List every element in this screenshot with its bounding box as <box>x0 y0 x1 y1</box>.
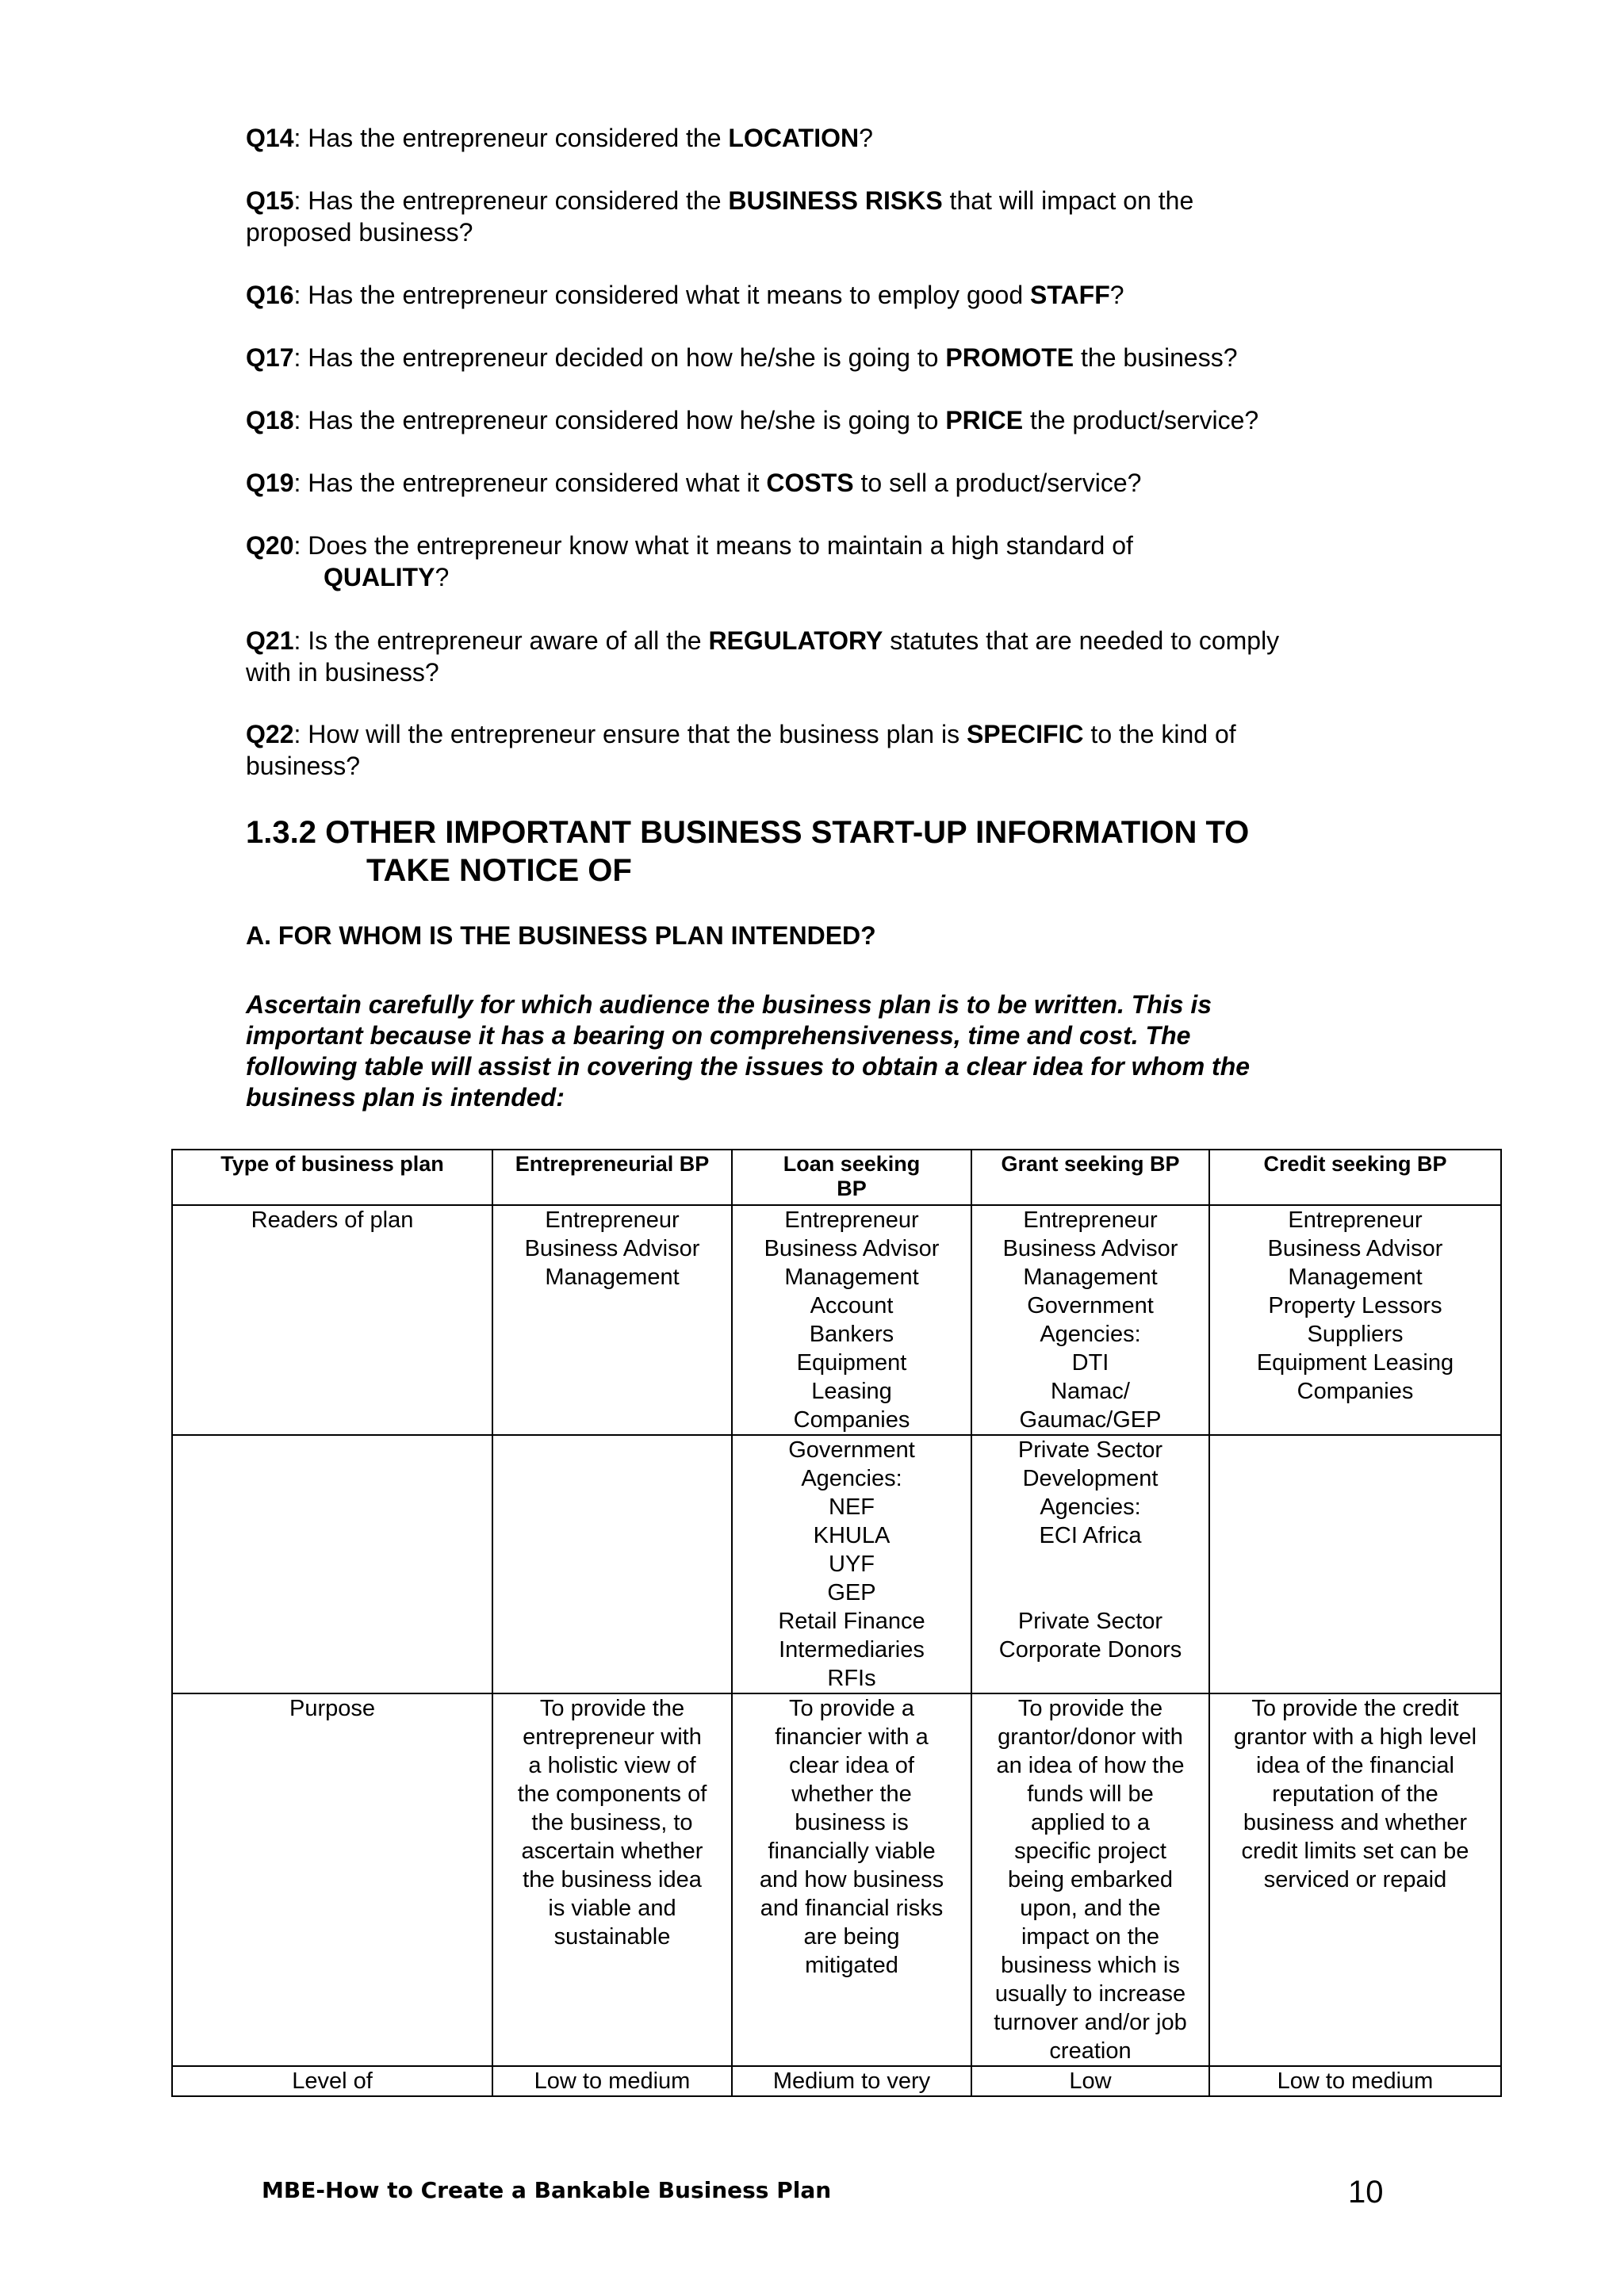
page-number: 10 <box>1348 2175 1384 2210</box>
table-row-readers-continued <box>172 1435 1501 1693</box>
level-grant: Low <box>971 2066 1209 2096</box>
readers2-label <box>172 1435 492 1693</box>
readers-label: Readers of plan <box>172 1205 492 1435</box>
readers-entrepreneurial: Entrepreneur Business Advisor Management <box>492 1205 732 1435</box>
readers2-credit <box>1209 1435 1501 1693</box>
readers2-loan: Government Agencies: NEF KHULA UYF GEP Retail Finance Intermediaries RFIs <box>732 1435 971 1693</box>
table-row-purpose <box>172 1693 1501 2066</box>
question-q21: Q21: Is the entrepreneur aware of all the REGULATORY statutes that are needed to comply with in business? <box>246 626 1280 687</box>
purpose-grant: To provide the grantor/donor with an idea of how the funds will be applied to a specific project being embarked upon, and the impact on the business which is usually to increase turnover and/or job creation <box>971 1693 1209 2066</box>
readers2-entrepreneurial <box>492 1435 732 1693</box>
level-loan: Medium to very <box>732 2066 971 2096</box>
readers2-grant: Private Sector Development Agencies: ECI Africa Private Sector Corporate Donors <box>971 1435 1209 1693</box>
table-row-readers <box>172 1205 1501 1435</box>
purpose-entrepreneurial: To provide the entrepreneur with a holistic view of the components of the business, to ascertain whether the business idea is viable and sustainable <box>492 1693 732 2066</box>
purpose-loan: To provide a financier with a clear idea of whether the business is financially viable and how business and financial risks are being mitigated <box>732 1693 971 2066</box>
section-heading: 1.3.2 OTHER IMPORTANT BUSINESS START-UP INFORMATION TO TAKE NOTICE OF <box>246 815 1250 888</box>
purpose-credit: To provide the credit grantor with a high level idea of the financial reputation of the business and whether credit limits set can be serviced or repaid <box>1209 1693 1501 2066</box>
header-credit: Credit seeking BP <box>1209 1150 1501 1205</box>
readers-loan: Entrepreneur Business Advisor Management Account Bankers Equipment Leasing Companies <box>732 1205 971 1435</box>
question-q19: Q19: Has the entrepreneur considered what it COSTS to sell a product/service? <box>246 469 1142 497</box>
subheading: A. FOR WHOM IS THE BUSINESS PLAN INTENDED? <box>246 921 876 950</box>
level-entrepreneurial: Low to medium <box>492 2066 732 2096</box>
table-row-level <box>172 2066 1501 2096</box>
question-q20: Q20: Does the entrepreneur know what it means to maintain a high standard of QUALITY? <box>246 531 1133 591</box>
question-q15: Q15: Has the entrepreneur considered the BUSINESS RISKS that will impact on the proposed business? <box>246 186 1194 247</box>
question-q17: Q17: Has the entrepreneur decided on how he/she is going to PROMOTE the business? <box>246 343 1238 372</box>
business-plan-table <box>171 1149 1502 2097</box>
intro-paragraph: Ascertain carefully for which audience the business plan is to be written. This is important because it has a bearing on comprehensiveness, time and cost. The following table will assist in covering the issues to obtain a clear idea for whom the business plan is intended: <box>246 990 1251 1112</box>
table-header-row <box>172 1150 1501 1205</box>
question-q14: Q14: Has the entrepreneur considered the LOCATION? <box>246 124 873 152</box>
header-entrepreneurial: Entrepreneurial BP <box>492 1150 732 1205</box>
level-credit: Low to medium <box>1209 2066 1501 2096</box>
purpose-label: Purpose <box>172 1693 492 2066</box>
question-q16: Q16: Has the entrepreneur considered what it means to employ good STAFF? <box>246 281 1124 309</box>
footer-title: MBE-How to Create a Bankable Business Plan <box>262 2177 832 2203</box>
readers-grant: Entrepreneur Business Advisor Management Government Agencies: DTI Namac/ Gaumac/GEP <box>971 1205 1209 1435</box>
header-loan: Loan seeking BP <box>732 1150 971 1205</box>
question-q18: Q18: Has the entrepreneur considered how he/she is going to PRICE the product/service? <box>246 406 1259 434</box>
level-label: Level of <box>172 2066 492 2096</box>
header-type: Type of business plan <box>172 1150 492 1205</box>
header-grant: Grant seeking BP <box>971 1150 1209 1205</box>
readers-credit: Entrepreneur Business Advisor Management Property Lessors Suppliers Equipment Leasing Companies <box>1209 1205 1501 1435</box>
question-q22: Q22: How will the entrepreneur ensure that the business plan is SPECIFIC to the kind of business? <box>246 720 1236 780</box>
